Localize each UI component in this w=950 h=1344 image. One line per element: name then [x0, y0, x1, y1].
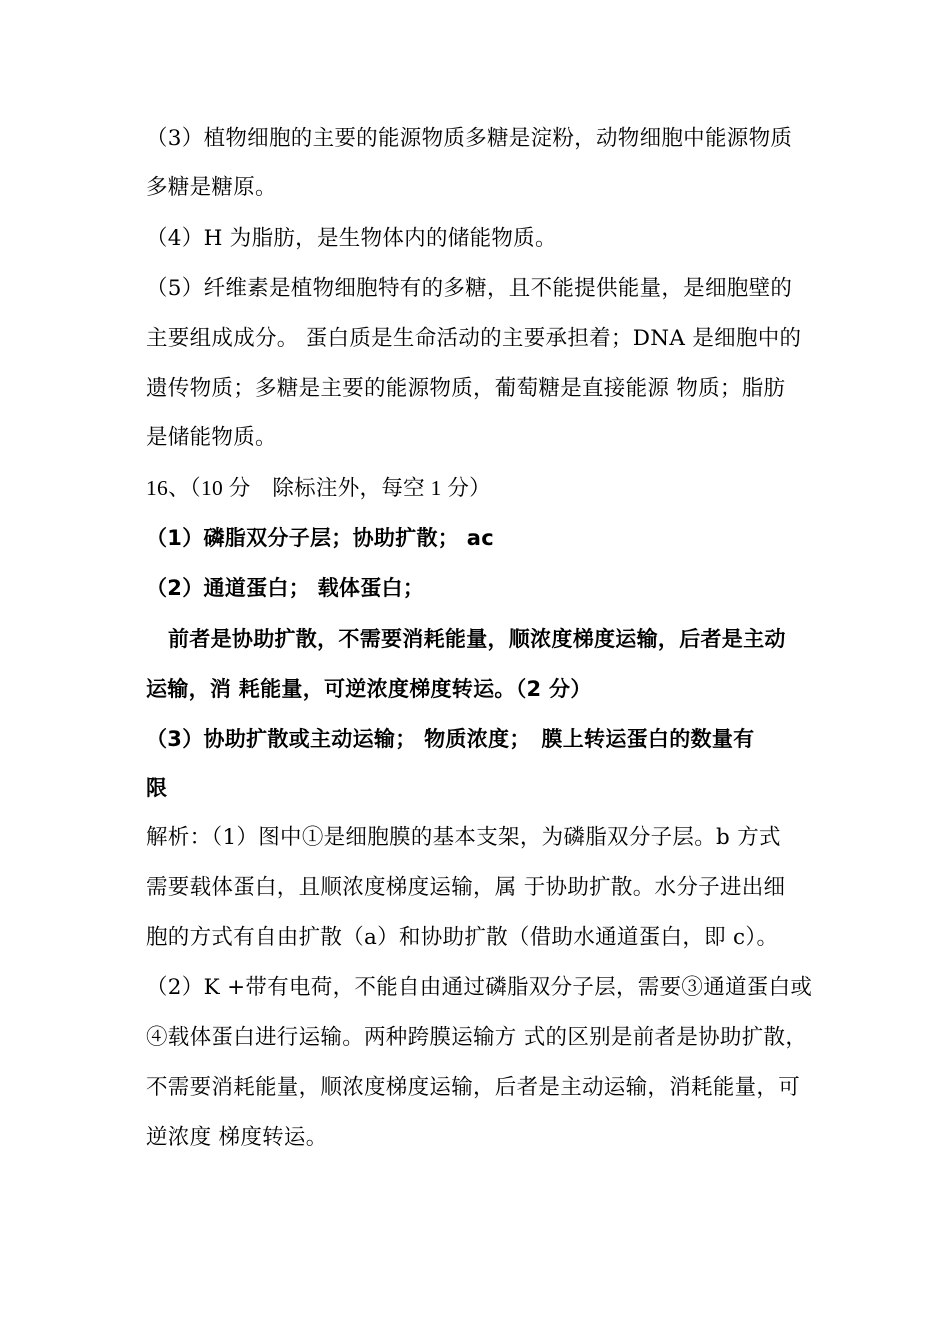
text-line-q5-part2: 主要组成成分。 蛋白质是生命活动的主要承担着；DNA 是细胞中的 [146, 326, 802, 351]
text-line-q3-part2: 多糖是糖原。 [146, 175, 277, 200]
analysis-line-1: 解析：（1）图中①是细胞膜的基本支架，为磷脂双分子层。b 方式 [146, 825, 781, 850]
text-line-q5-part4: 是储能物质。 [146, 425, 277, 450]
analysis-line-4: （2）K +带有电荷，不能自由通过磷脂双分子层，需要③通道蛋白或 [146, 975, 813, 1000]
answer-16-3-part1: （3）协助扩散或主动运输； 物质浓度； 膜上转运蛋白的数量有 [146, 727, 755, 751]
analysis-line-3: 胞的方式有自由扩散（a）和协助扩散（借助水通道蛋白，即 c）。 [146, 925, 779, 950]
answer-16-1: （1）磷脂双分子层；协助扩散； ac [146, 526, 494, 550]
text-line-q5-part1: （5）纤维素是植物细胞特有的多糖，且不能提供能量，是细胞壁的 [146, 276, 793, 301]
analysis-line-2: 需要载体蛋白，且顺浓度梯度运输，属 于协助扩散。水分子进出细 [146, 875, 786, 900]
text-line-q4: （4）H 为脂肪，是生物体内的储能物质。 [146, 226, 557, 251]
question-16-heading: 16、（10 分 除标注外，每空 1 分） [146, 476, 491, 500]
answer-16-2: （2）通道蛋白； 载体蛋白； [146, 576, 425, 600]
analysis-line-7: 逆浓度 梯度转运。 [146, 1125, 328, 1150]
analysis-line-6: 不需要消耗能量，顺浓度梯度运输，后者是主动运输，消耗能量，可 [146, 1075, 801, 1100]
answer-16-3-part2: 限 [146, 776, 168, 800]
analysis-line-5: ④载体蛋白进行运输。两种跨膜运输方 式的区别是前者是协助扩散， [146, 1025, 808, 1050]
answer-16-2-explanation-part1: 前者是协助扩散，不需要消耗能量，顺浓度梯度运输，后者是主动 [168, 627, 786, 651]
answer-16-2-explanation-part2: 运输，消 耗能量，可逆浓度梯度转运。（2 分） [146, 677, 592, 701]
text-line-q3-part1: （3）植物细胞的主要的能源物质多糖是淀粉，动物细胞中能源物质 [146, 126, 793, 151]
text-line-q5-part3: 遗传物质；多糖是主要的能源物质，葡萄糖是直接能源 物质；脂肪 [146, 376, 786, 401]
